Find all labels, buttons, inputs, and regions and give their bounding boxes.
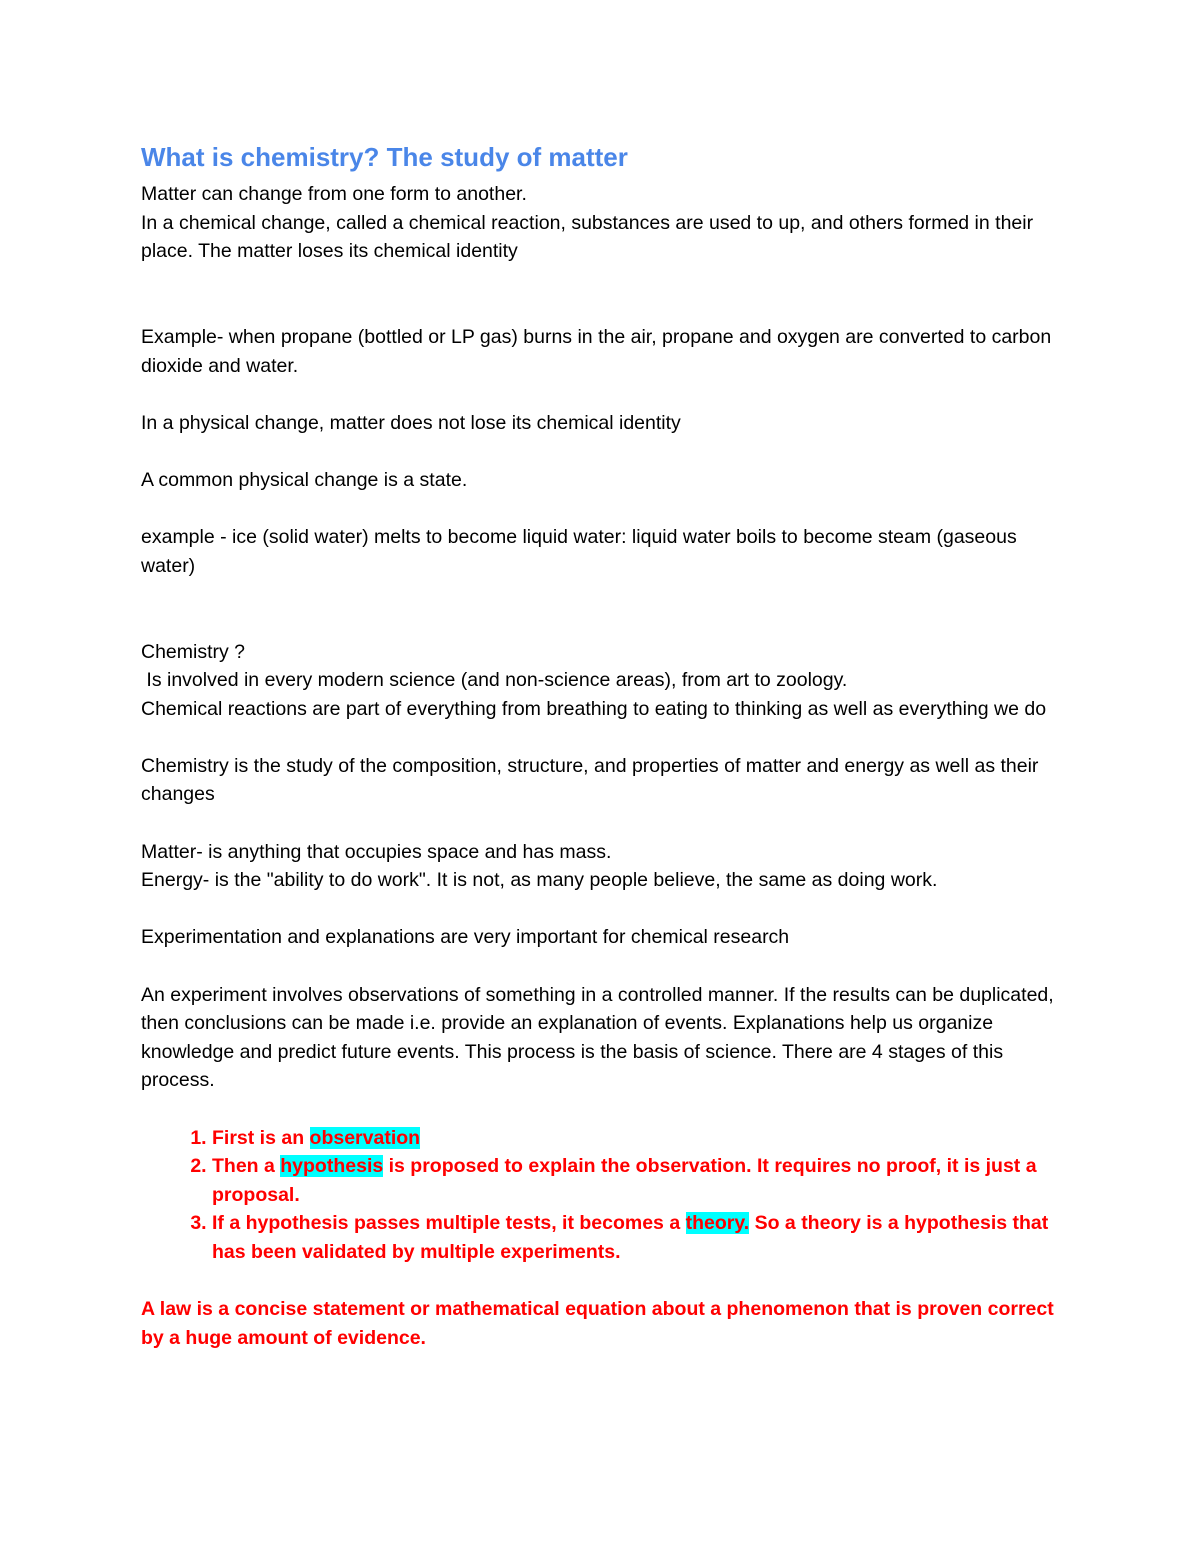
experiment-paragraph: An experiment involves observations of something in a controlled manner. If the results can be duplicated, then conclusions can be made i.e. provide an explanation of events. Explanations help us organize knowledge and predict future events. This process is the basis of science. There are 4 stages of this process. [141,983,1054,1092]
stages-list [141,1124,1061,1267]
state-change-paragraph: A common physical change is a state. [141,468,468,491]
highlighted-term-theory: theory. [685,1212,750,1235]
spacer [141,952,1061,981]
law-definition: A law is a concise statement or mathematical equation about a phenomenon that is proven correct by a huge amount of evidence. [141,1298,1054,1349]
chemistry-definition: Chemistry is the study of the composition, structure, and properties of matter and energy as well as their changes [141,754,1039,806]
document-page [141,140,1061,1352]
list-item: 1. First is an observation [212,1124,1061,1153]
intro-line-2: In a chemical change, called a chemical reaction, substances are used to up, and others formed in their place. The matter loses its chemical identity [141,211,1034,263]
physical-change-paragraph: In a physical change, matter does not lose its chemical identity [141,411,681,434]
spacer [141,495,1061,524]
list-item: 2. Then a hypothesis is proposed to explain the observation. It requires no proof, it is just a proposal. [212,1152,1061,1209]
highlighted-term-hypothesis: hypothesis [280,1155,384,1178]
experimentation-paragraph: Experimentation and explanations are very important for chemical research [141,926,790,949]
chemistry-involved-line: Is involved in every modern science (and non-science areas), from art to zoology. [141,669,848,692]
chemical-reactions-line: Chemical reactions are part of everything from breathing to eating to thinking as well as everything we do [141,697,1047,720]
spacer [141,723,1061,752]
spacer [141,437,1061,466]
example-ice: example - ice (solid water) melts to become liquid water: liquid water boils to become steam (gaseous water) [141,526,1017,577]
spacer [141,895,1061,924]
spacer [141,809,1061,838]
spacer [141,1267,1061,1296]
matter-definition: Matter- is anything that occupies space and has mass. [141,840,612,863]
example-propane: Example- when propane (bottled or LP gas) burns in the air, propane and oxygen are converted to carbon dioxide and water. [141,325,1052,377]
spacer [141,266,1061,323]
spacer [141,580,1061,637]
spacer [141,380,1061,409]
spacer [141,1095,1061,1124]
page-title: What is chemistry? The study of matter [141,142,628,172]
energy-definition: Energy- is the "ability to do work". It is not, as many people believe, the same as doing work. [141,869,938,892]
list-item: 3. If a hypothesis passes multiple tests, it becomes a theory. So a theory is a hypothesis that has been validated by multiple experiments. [212,1209,1061,1266]
chemistry-question-heading: Chemistry ? [141,640,246,663]
intro-line-1: Matter can change from one form to another. [141,183,527,205]
highlighted-term-observation: observation [309,1126,421,1149]
